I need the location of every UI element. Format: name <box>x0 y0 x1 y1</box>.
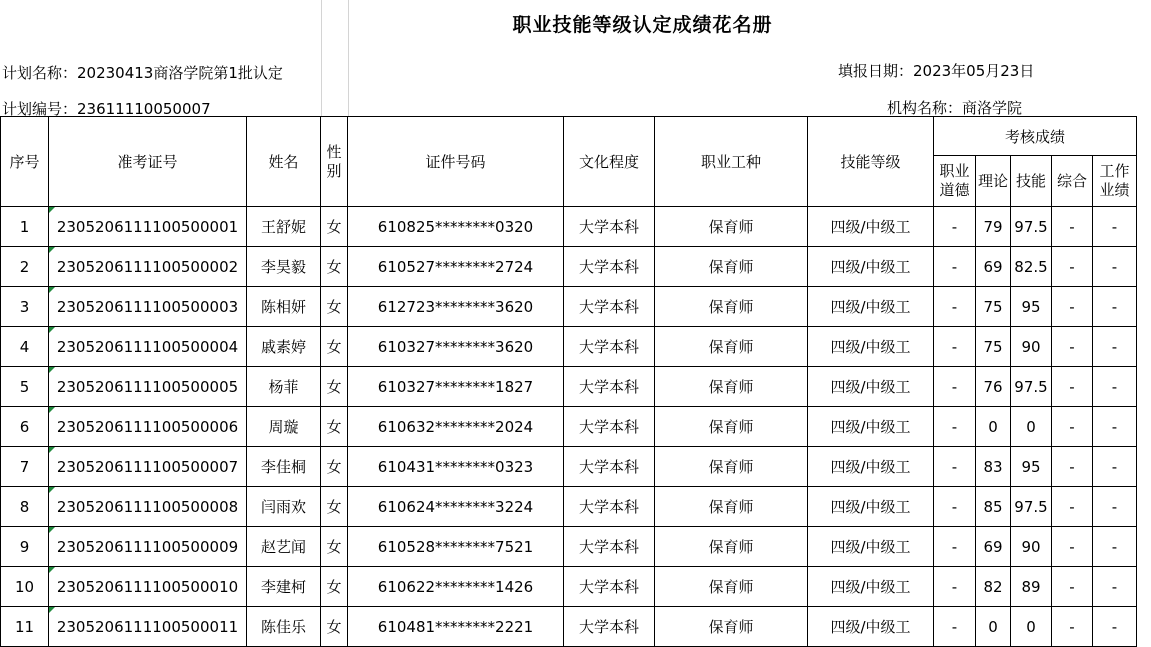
fill-date: 填报日期：2023年05月23日 <box>838 62 1035 80</box>
cell-work-performance[interactable]: - <box>1093 367 1137 407</box>
cell-occupation[interactable]: 保育师 <box>655 327 808 367</box>
cell-name[interactable]: 王舒妮 <box>247 207 321 247</box>
cell-id-number[interactable]: 610327********1827 <box>348 367 564 407</box>
cell-ethics[interactable]: - <box>934 407 976 447</box>
cell-work-performance[interactable]: - <box>1093 447 1137 487</box>
cell-id-number[interactable]: 610632********2024 <box>348 407 564 447</box>
cell-comprehensive[interactable]: - <box>1052 407 1093 447</box>
cell-skill-level[interactable]: 四级/中级工 <box>808 207 934 247</box>
table-body <box>1 207 1137 647</box>
table-row[interactable] <box>1 327 1137 367</box>
cell-exam-id[interactable]: 2305206111100500004 <box>49 327 247 367</box>
table-row[interactable] <box>1 607 1137 647</box>
cell-id-number[interactable]: 610528********7521 <box>348 527 564 567</box>
score-table <box>0 116 1137 647</box>
cell-comprehensive[interactable]: - <box>1052 487 1093 527</box>
cell-work-performance[interactable]: - <box>1093 527 1137 567</box>
header-ethics[interactable]: 职业道德 <box>934 156 976 207</box>
cell-occupation[interactable]: 保育师 <box>655 287 808 327</box>
cell-exam-id[interactable]: 2305206111100500003 <box>49 287 247 327</box>
cell-exam-id[interactable]: 2305206111100500002 <box>49 247 247 287</box>
cell-work-performance[interactable]: - <box>1093 207 1137 247</box>
table-row[interactable] <box>1 447 1137 487</box>
cell-skill-level[interactable]: 四级/中级工 <box>808 367 934 407</box>
cell-seq[interactable]: 4 <box>1 327 49 367</box>
cell-gender[interactable]: 女 <box>321 407 348 447</box>
cell-ethics[interactable]: - <box>934 207 976 247</box>
cell-education[interactable]: 大学本科 <box>564 447 655 487</box>
plan-name: 计划名称：20230413商洛学院第1批认定 <box>2 64 283 82</box>
cell-ethics[interactable]: - <box>934 287 976 327</box>
cell-comprehensive[interactable]: - <box>1052 607 1093 647</box>
cell-exam-id[interactable]: 2305206111100500009 <box>49 527 247 567</box>
cell-name[interactable]: 周璇 <box>247 407 321 447</box>
cell-ethics[interactable]: - <box>934 327 976 367</box>
cell-occupation[interactable]: 保育师 <box>655 207 808 247</box>
cell-gender[interactable]: 女 <box>321 287 348 327</box>
cell-exam-id[interactable]: 2305206111100500001 <box>49 207 247 247</box>
header-skill[interactable]: 技能 <box>1011 156 1052 207</box>
cell-seq[interactable]: 10 <box>1 567 49 607</box>
table-row[interactable] <box>1 487 1137 527</box>
cell-occupation[interactable]: 保育师 <box>655 567 808 607</box>
cell-id-number[interactable]: 610431********0323 <box>348 447 564 487</box>
cell-education[interactable]: 大学本科 <box>564 607 655 647</box>
cell-ethics[interactable]: - <box>934 567 976 607</box>
cell-skill[interactable]: 82.5 <box>1011 247 1052 287</box>
cell-exam-id[interactable]: 2305206111100500005 <box>49 367 247 407</box>
cell-id-number[interactable]: 612723********3620 <box>348 287 564 327</box>
cell-skill[interactable]: 95 <box>1011 447 1052 487</box>
header-comprehensive[interactable]: 综合 <box>1052 156 1093 207</box>
cell-name[interactable]: 李建柯 <box>247 567 321 607</box>
cell-occupation[interactable]: 保育师 <box>655 487 808 527</box>
cell-work-performance[interactable]: - <box>1093 327 1137 367</box>
cell-seq[interactable]: 3 <box>1 287 49 327</box>
cell-seq[interactable]: 2 <box>1 247 49 287</box>
cell-theory[interactable]: 75 <box>976 287 1011 327</box>
header-occupation[interactable]: 职业工种 <box>655 117 808 207</box>
org-name: 机构名称：商洛学院 <box>887 99 1023 117</box>
table-row[interactable] <box>1 207 1137 247</box>
cell-education[interactable]: 大学本科 <box>564 207 655 247</box>
cell-exam-id[interactable]: 2305206111100500007 <box>49 447 247 487</box>
cell-education[interactable]: 大学本科 <box>564 247 655 287</box>
table-row[interactable] <box>1 247 1137 287</box>
cell-comprehensive[interactable]: - <box>1052 447 1093 487</box>
cell-gender[interactable]: 女 <box>321 607 348 647</box>
cell-comprehensive[interactable]: - <box>1052 247 1093 287</box>
cell-name[interactable]: 陈相妍 <box>247 287 321 327</box>
cell-education[interactable]: 大学本科 <box>564 327 655 367</box>
cell-name[interactable]: 李昊毅 <box>247 247 321 287</box>
cell-education[interactable]: 大学本科 <box>564 407 655 447</box>
cell-gender[interactable]: 女 <box>321 567 348 607</box>
cell-work-performance[interactable]: - <box>1093 567 1137 607</box>
cell-education[interactable]: 大学本科 <box>564 527 655 567</box>
cell-skill[interactable]: 97.5 <box>1011 367 1052 407</box>
cell-theory[interactable]: 69 <box>976 527 1011 567</box>
table-row[interactable] <box>1 367 1137 407</box>
cell-id-number[interactable]: 610825********0320 <box>348 207 564 247</box>
cell-work-performance[interactable]: - <box>1093 247 1137 287</box>
cell-occupation[interactable]: 保育师 <box>655 407 808 447</box>
cell-name[interactable]: 李佳桐 <box>247 447 321 487</box>
cell-skill-level[interactable]: 四级/中级工 <box>808 407 934 447</box>
cell-id-number[interactable]: 610624********3224 <box>348 487 564 527</box>
cell-seq[interactable]: 1 <box>1 207 49 247</box>
cell-theory[interactable]: 85 <box>976 487 1011 527</box>
cell-seq[interactable]: 7 <box>1 447 49 487</box>
cell-exam-id[interactable]: 2305206111100500006 <box>49 407 247 447</box>
header-exam-id[interactable]: 准考证号 <box>49 117 247 207</box>
cell-gender[interactable]: 女 <box>321 367 348 407</box>
cell-gender[interactable]: 女 <box>321 327 348 367</box>
cell-ethics[interactable]: - <box>934 487 976 527</box>
cell-name[interactable]: 赵艺闻 <box>247 527 321 567</box>
cell-seq[interactable]: 5 <box>1 367 49 407</box>
cell-skill[interactable]: 97.5 <box>1011 207 1052 247</box>
cell-seq[interactable]: 11 <box>1 607 49 647</box>
cell-theory[interactable]: 83 <box>976 447 1011 487</box>
cell-ethics[interactable]: - <box>934 527 976 567</box>
cell-gender[interactable]: 女 <box>321 487 348 527</box>
cell-ethics[interactable]: - <box>934 367 976 407</box>
cell-occupation[interactable]: 保育师 <box>655 447 808 487</box>
cell-work-performance[interactable]: - <box>1093 487 1137 527</box>
cell-theory[interactable]: 0 <box>976 407 1011 447</box>
cell-id-number[interactable]: 610527********2724 <box>348 247 564 287</box>
cell-name[interactable]: 闫雨欢 <box>247 487 321 527</box>
table-row[interactable] <box>1 527 1137 567</box>
cell-skill-level[interactable]: 四级/中级工 <box>808 247 934 287</box>
cell-occupation[interactable]: 保育师 <box>655 527 808 567</box>
cell-name[interactable]: 杨菲 <box>247 367 321 407</box>
cell-theory[interactable]: 79 <box>976 207 1011 247</box>
header-seq[interactable]: 序号 <box>1 117 49 207</box>
cell-skill-level[interactable]: 四级/中级工 <box>808 527 934 567</box>
cell-theory[interactable]: 82 <box>976 567 1011 607</box>
table-row[interactable] <box>1 567 1137 607</box>
cell-seq[interactable]: 9 <box>1 527 49 567</box>
table-row[interactable] <box>1 287 1137 327</box>
cell-comprehensive[interactable]: - <box>1052 207 1093 247</box>
gridline <box>348 0 349 116</box>
cell-skill[interactable]: 95 <box>1011 287 1052 327</box>
header-id-number[interactable]: 证件号码 <box>348 117 564 207</box>
cell-ethics[interactable]: - <box>934 247 976 287</box>
header-name[interactable]: 姓名 <box>247 117 321 207</box>
cell-theory[interactable]: 69 <box>976 247 1011 287</box>
cell-comprehensive[interactable]: - <box>1052 567 1093 607</box>
cell-occupation[interactable]: 保育师 <box>655 607 808 647</box>
cell-comprehensive[interactable]: - <box>1052 327 1093 367</box>
cell-ethics[interactable]: - <box>934 607 976 647</box>
cell-id-number[interactable]: 610327********3620 <box>348 327 564 367</box>
cell-education[interactable]: 大学本科 <box>564 567 655 607</box>
cell-skill-level[interactable]: 四级/中级工 <box>808 287 934 327</box>
cell-name[interactable]: 戚素婷 <box>247 327 321 367</box>
cell-gender[interactable]: 女 <box>321 447 348 487</box>
cell-skill-level[interactable]: 四级/中级工 <box>808 567 934 607</box>
header-skill-level[interactable]: 技能等级 <box>808 117 934 207</box>
header-scores-group[interactable]: 考核成绩 <box>934 117 1137 156</box>
cell-exam-id[interactable]: 2305206111100500010 <box>49 567 247 607</box>
gridline <box>321 0 322 116</box>
cell-skill[interactable]: 89 <box>1011 567 1052 607</box>
cell-exam-id[interactable]: 2305206111100500011 <box>49 607 247 647</box>
cell-comprehensive[interactable]: - <box>1052 287 1093 327</box>
cell-exam-id[interactable]: 2305206111100500008 <box>49 487 247 527</box>
cell-work-performance[interactable]: - <box>1093 607 1137 647</box>
cell-seq[interactable]: 6 <box>1 407 49 447</box>
cell-gender[interactable]: 女 <box>321 207 348 247</box>
header-gender[interactable]: 性别 <box>321 117 348 207</box>
cell-comprehensive[interactable]: - <box>1052 367 1093 407</box>
cell-education[interactable]: 大学本科 <box>564 487 655 527</box>
cell-name[interactable]: 陈佳乐 <box>247 607 321 647</box>
cell-occupation[interactable]: 保育师 <box>655 367 808 407</box>
cell-education[interactable]: 大学本科 <box>564 367 655 407</box>
cell-theory[interactable]: 0 <box>976 607 1011 647</box>
cell-id-number[interactable]: 610622********1426 <box>348 567 564 607</box>
cell-gender[interactable]: 女 <box>321 247 348 287</box>
cell-theory[interactable]: 76 <box>976 367 1011 407</box>
cell-skill[interactable]: 0 <box>1011 607 1052 647</box>
header-theory[interactable]: 理论 <box>976 156 1011 207</box>
cell-education[interactable]: 大学本科 <box>564 287 655 327</box>
cell-occupation[interactable]: 保育师 <box>655 247 808 287</box>
cell-skill[interactable]: 90 <box>1011 327 1052 367</box>
cell-skill[interactable]: 90 <box>1011 527 1052 567</box>
cell-theory[interactable]: 75 <box>976 327 1011 367</box>
cell-comprehensive[interactable]: - <box>1052 527 1093 567</box>
header-work-performance[interactable]: 工作业绩 <box>1093 156 1137 207</box>
plan-number: 计划编号：23611110050007 <box>2 100 211 118</box>
cell-id-number[interactable]: 610481********2221 <box>348 607 564 647</box>
cell-skill-level[interactable]: 四级/中级工 <box>808 487 934 527</box>
cell-ethics[interactable]: - <box>934 447 976 487</box>
cell-skill[interactable]: 97.5 <box>1011 487 1052 527</box>
cell-skill[interactable]: 0 <box>1011 407 1052 447</box>
cell-work-performance[interactable]: - <box>1093 407 1137 447</box>
header-education[interactable]: 文化程度 <box>564 117 655 207</box>
cell-skill-level[interactable]: 四级/中级工 <box>808 327 934 367</box>
page-title: 职业技能等级认定成绩花名册 <box>512 14 773 36</box>
cell-skill-level[interactable]: 四级/中级工 <box>808 447 934 487</box>
cell-seq[interactable]: 8 <box>1 487 49 527</box>
table-row[interactable] <box>1 407 1137 447</box>
cell-gender[interactable]: 女 <box>321 527 348 567</box>
cell-skill-level[interactable]: 四级/中级工 <box>808 607 934 647</box>
cell-work-performance[interactable]: - <box>1093 287 1137 327</box>
